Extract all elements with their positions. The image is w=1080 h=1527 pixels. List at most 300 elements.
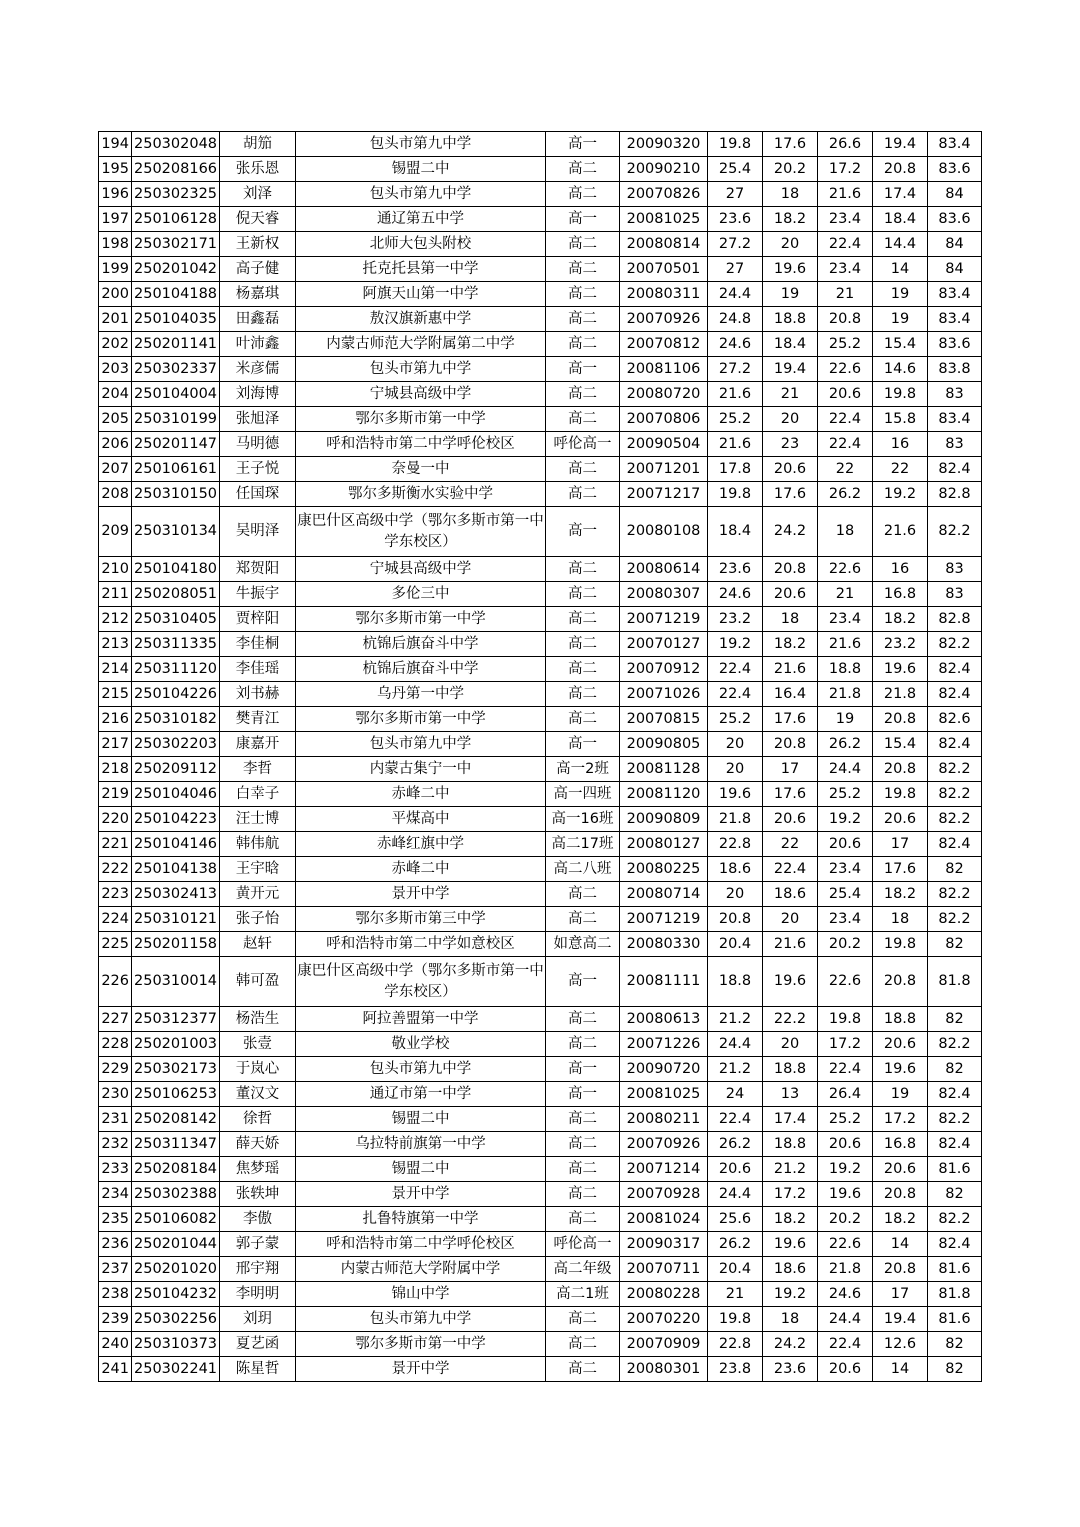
score-1-cell: 25.4 [708,157,763,182]
score-4-cell: 20.8 [873,1257,928,1282]
score-1-cell: 20 [708,882,763,907]
school-name-cell: 阿拉善盟第一中学 [296,1007,546,1032]
row-number-cell: 197 [99,207,132,232]
row-number-cell: 227 [99,1007,132,1032]
total-score-cell: 82.4 [928,457,982,482]
student-name-cell: 王新权 [220,232,296,257]
birth-date-cell: 20080108 [620,507,708,557]
score-4-cell: 18.4 [873,207,928,232]
school-name-cell: 呼和浩特市第二中学呼伦校区 [296,1232,546,1257]
school-name-cell: 包头市第九中学 [296,132,546,157]
total-score-cell: 83.4 [928,307,982,332]
score-4-cell: 15.4 [873,732,928,757]
total-score-cell: 83.8 [928,357,982,382]
score-4-cell: 18.2 [873,607,928,632]
score-3-cell: 18 [818,507,873,557]
exam-number-cell: 250302048 [132,132,220,157]
score-2-cell: 18.2 [763,207,818,232]
school-name-cell: 鄂尔多斯衡水实验中学 [296,482,546,507]
grade-cell: 高二 [546,582,620,607]
grade-cell: 高二 [546,182,620,207]
score-3-cell: 19.2 [818,1157,873,1182]
score-3-cell: 23.4 [818,257,873,282]
exam-number-cell: 250201147 [132,432,220,457]
birth-date-cell: 20081024 [620,1207,708,1232]
exam-number-cell: 250104226 [132,682,220,707]
score-3-cell: 19 [818,707,873,732]
score-1-cell: 21.2 [708,1057,763,1082]
table-row [99,257,982,282]
grade-cell: 高一 [546,1057,620,1082]
score-3-cell: 20.8 [818,307,873,332]
birth-date-cell: 20090805 [620,732,708,757]
school-name-cell: 包头市第九中学 [296,182,546,207]
birth-date-cell: 20070815 [620,707,708,732]
score-1-cell: 21.6 [708,382,763,407]
grade-cell: 高一 [546,1082,620,1107]
student-name-cell: 杨嘉琪 [220,282,296,307]
grade-cell: 高二 [546,1107,620,1132]
row-number-cell: 216 [99,707,132,732]
score-2-cell: 19.6 [763,257,818,282]
birth-date-cell: 20080211 [620,1107,708,1132]
row-number-cell: 215 [99,682,132,707]
school-name-cell: 通辽市第一中学 [296,1082,546,1107]
total-score-cell: 82.4 [928,1082,982,1107]
table-row [99,1032,982,1057]
score-1-cell: 19.8 [708,132,763,157]
school-name-cell: 鄂尔多斯市第一中学 [296,1332,546,1357]
score-3-cell: 18.8 [818,657,873,682]
exam-number-cell: 250302256 [132,1307,220,1332]
birth-date-cell: 20081128 [620,757,708,782]
table-row [99,732,982,757]
score-2-cell: 23.6 [763,1357,818,1382]
score-1-cell: 24.4 [708,1032,763,1057]
score-4-cell: 19.6 [873,657,928,682]
grade-cell: 高二 [546,1032,620,1057]
school-name-cell: 鄂尔多斯市第一中学 [296,707,546,732]
grade-cell: 高二年级 [546,1257,620,1282]
score-4-cell: 20.8 [873,757,928,782]
score-3-cell: 20.6 [818,382,873,407]
table-row [99,282,982,307]
student-name-cell: 王子悦 [220,457,296,482]
school-name-cell: 锦山中学 [296,1282,546,1307]
exam-number-cell: 250201141 [132,332,220,357]
student-name-cell: 樊青江 [220,707,296,732]
score-3-cell: 26.2 [818,482,873,507]
score-2-cell: 20.6 [763,582,818,607]
table-row [99,882,982,907]
student-name-cell: 陈星哲 [220,1357,296,1382]
score-4-cell: 19 [873,307,928,332]
student-name-cell: 高子健 [220,257,296,282]
school-name-cell: 康巴什区高级中学（鄂尔多斯市第一中学东校区） [296,507,546,557]
total-score-cell: 82.2 [928,632,982,657]
grade-cell: 高二 [546,382,620,407]
score-3-cell: 25.4 [818,882,873,907]
birth-date-cell: 20071226 [620,1032,708,1057]
score-1-cell: 20.8 [708,907,763,932]
table-row [99,1332,982,1357]
grade-cell: 高二 [546,882,620,907]
score-3-cell: 22.4 [818,407,873,432]
score-4-cell: 19 [873,282,928,307]
table-row [99,682,982,707]
grade-cell: 呼伦高一 [546,432,620,457]
grade-cell: 高二 [546,907,620,932]
row-number-cell: 220 [99,807,132,832]
row-number-cell: 225 [99,932,132,957]
school-name-cell: 内蒙古师范大学附属第二中学 [296,332,546,357]
grade-cell: 高二 [546,1307,620,1332]
score-4-cell: 17.2 [873,1107,928,1132]
score-3-cell: 24.4 [818,757,873,782]
total-score-cell: 82 [928,857,982,882]
total-score-cell: 82.2 [928,1032,982,1057]
total-score-cell: 82.8 [928,482,982,507]
student-name-cell: 米彦儒 [220,357,296,382]
grade-cell: 高二 [546,1207,620,1232]
table-row [99,332,982,357]
score-1-cell: 20.4 [708,932,763,957]
exam-number-cell: 250104138 [132,857,220,882]
score-2-cell: 21.6 [763,932,818,957]
student-name-cell: 贾梓阳 [220,607,296,632]
row-number-cell: 234 [99,1182,132,1207]
table-row [99,1232,982,1257]
score-1-cell: 20.4 [708,1257,763,1282]
score-2-cell: 22.2 [763,1007,818,1032]
score-4-cell: 12.6 [873,1332,928,1357]
score-2-cell: 16.4 [763,682,818,707]
exam-number-cell: 250106161 [132,457,220,482]
total-score-cell: 83.6 [928,207,982,232]
total-score-cell: 81.8 [928,1282,982,1307]
birth-date-cell: 20070928 [620,1182,708,1207]
score-table [98,131,982,1382]
school-name-cell: 杭锦后旗奋斗中学 [296,632,546,657]
grade-cell: 高二 [546,332,620,357]
birth-date-cell: 20080307 [620,582,708,607]
table-row [99,1082,982,1107]
school-name-cell: 景开中学 [296,1357,546,1382]
student-name-cell: 王宇晗 [220,857,296,882]
total-score-cell: 81.6 [928,1257,982,1282]
table-row [99,1282,982,1307]
table-row [99,1257,982,1282]
exam-number-cell: 250311335 [132,632,220,657]
score-3-cell: 26.6 [818,132,873,157]
table-row [99,1207,982,1232]
school-name-cell: 鄂尔多斯市第一中学 [296,607,546,632]
table-row [99,182,982,207]
table-row [99,482,982,507]
school-name-cell: 赤峰二中 [296,782,546,807]
score-1-cell: 27 [708,182,763,207]
row-number-cell: 214 [99,657,132,682]
student-name-cell: 黄开元 [220,882,296,907]
birth-date-cell: 20080613 [620,1007,708,1032]
grade-cell: 高二 [546,1007,620,1032]
birth-date-cell: 20080127 [620,832,708,857]
student-name-cell: 倪天睿 [220,207,296,232]
score-3-cell: 17.2 [818,1032,873,1057]
total-score-cell: 82.2 [928,757,982,782]
student-name-cell: 李佳瑶 [220,657,296,682]
score-3-cell: 22.6 [818,957,873,1007]
exam-number-cell: 250302388 [132,1182,220,1207]
exam-number-cell: 250106128 [132,207,220,232]
score-4-cell: 19 [873,1082,928,1107]
grade-cell: 高二 [546,557,620,582]
birth-date-cell: 20080714 [620,882,708,907]
score-4-cell: 19.2 [873,482,928,507]
table-row [99,1007,982,1032]
student-name-cell: 刘玥 [220,1307,296,1332]
grade-cell: 高二 [546,157,620,182]
school-name-cell: 包头市第九中学 [296,732,546,757]
table-row [99,407,982,432]
score-1-cell: 26.2 [708,1232,763,1257]
table-row [99,657,982,682]
score-1-cell: 23.8 [708,1357,763,1382]
school-name-cell: 乌丹第一中学 [296,682,546,707]
grade-cell: 高一16班 [546,807,620,832]
exam-number-cell: 250104180 [132,557,220,582]
score-2-cell: 20.6 [763,807,818,832]
score-2-cell: 18.2 [763,632,818,657]
total-score-cell: 82.2 [928,1107,982,1132]
score-4-cell: 20.6 [873,1157,928,1182]
score-2-cell: 18.8 [763,1132,818,1157]
exam-number-cell: 250209112 [132,757,220,782]
score-4-cell: 17 [873,1282,928,1307]
grade-cell: 高二八班 [546,857,620,882]
score-3-cell: 23.4 [818,607,873,632]
score-3-cell: 20.2 [818,1207,873,1232]
row-number-cell: 240 [99,1332,132,1357]
birth-date-cell: 20071219 [620,607,708,632]
total-score-cell: 82.2 [928,782,982,807]
score-1-cell: 18.4 [708,507,763,557]
score-1-cell: 19.2 [708,632,763,657]
school-name-cell: 锡盟二中 [296,1157,546,1182]
table-row [99,807,982,832]
score-2-cell: 18 [763,607,818,632]
table-row [99,557,982,582]
exam-number-cell: 250106082 [132,1207,220,1232]
student-name-cell: 刘海博 [220,382,296,407]
student-name-cell: 吴明泽 [220,507,296,557]
exam-number-cell: 250208051 [132,582,220,607]
score-1-cell: 23.2 [708,607,763,632]
birth-date-cell: 20070812 [620,332,708,357]
birth-date-cell: 20081025 [620,207,708,232]
birth-date-cell: 20080301 [620,1357,708,1382]
birth-date-cell: 20090320 [620,132,708,157]
score-4-cell: 19.8 [873,932,928,957]
school-name-cell: 包头市第九中学 [296,1307,546,1332]
exam-number-cell: 250311347 [132,1132,220,1157]
birth-date-cell: 20081106 [620,357,708,382]
exam-number-cell: 250201044 [132,1232,220,1257]
score-3-cell: 19.8 [818,1007,873,1032]
row-number-cell: 230 [99,1082,132,1107]
score-1-cell: 27 [708,257,763,282]
exam-number-cell: 250104188 [132,282,220,307]
score-2-cell: 22.4 [763,857,818,882]
table-row [99,782,982,807]
school-name-cell: 多伦三中 [296,582,546,607]
row-number-cell: 207 [99,457,132,482]
score-4-cell: 16.8 [873,582,928,607]
school-name-cell: 敬业学校 [296,1032,546,1057]
score-3-cell: 20.6 [818,832,873,857]
birth-date-cell: 20071201 [620,457,708,482]
score-3-cell: 23.4 [818,907,873,932]
birth-date-cell: 20070926 [620,307,708,332]
score-2-cell: 19.4 [763,357,818,382]
score-4-cell: 19.4 [873,1307,928,1332]
row-number-cell: 194 [99,132,132,157]
score-3-cell: 22 [818,457,873,482]
grade-cell: 高二1班 [546,1282,620,1307]
score-2-cell: 20.8 [763,732,818,757]
score-1-cell: 23.6 [708,207,763,232]
score-3-cell: 22.4 [818,232,873,257]
row-number-cell: 203 [99,357,132,382]
table-row [99,757,982,782]
school-name-cell: 奈曼一中 [296,457,546,482]
exam-number-cell: 250310199 [132,407,220,432]
student-name-cell: 于岚心 [220,1057,296,1082]
score-4-cell: 14 [873,1357,928,1382]
exam-number-cell: 250302203 [132,732,220,757]
student-name-cell: 徐哲 [220,1107,296,1132]
student-name-cell: 杨浩生 [220,1007,296,1032]
exam-number-cell: 250106253 [132,1082,220,1107]
student-name-cell: 李明明 [220,1282,296,1307]
total-score-cell: 82 [928,932,982,957]
score-3-cell: 23.4 [818,207,873,232]
birth-date-cell: 20070912 [620,657,708,682]
table-row [99,932,982,957]
school-name-cell: 呼和浩特市第二中学如意校区 [296,932,546,957]
birth-date-cell: 20090317 [620,1232,708,1257]
grade-cell: 高二 [546,607,620,632]
school-name-cell: 内蒙古师范大学附属中学 [296,1257,546,1282]
score-3-cell: 22.6 [818,557,873,582]
score-2-cell: 24.2 [763,507,818,557]
score-1-cell: 20.6 [708,1157,763,1182]
score-3-cell: 25.2 [818,332,873,357]
row-number-cell: 200 [99,282,132,307]
student-name-cell: 郭子蒙 [220,1232,296,1257]
score-1-cell: 24 [708,1082,763,1107]
school-name-cell: 宁城县高级中学 [296,557,546,582]
score-4-cell: 16 [873,432,928,457]
student-name-cell: 赵轩 [220,932,296,957]
table-row [99,1307,982,1332]
total-score-cell: 82 [928,1182,982,1207]
score-2-cell: 18 [763,1307,818,1332]
score-2-cell: 20 [763,407,818,432]
score-2-cell: 18 [763,182,818,207]
row-number-cell: 208 [99,482,132,507]
row-number-cell: 238 [99,1282,132,1307]
birth-date-cell: 20070926 [620,1132,708,1157]
row-number-cell: 213 [99,632,132,657]
score-1-cell: 21.2 [708,1007,763,1032]
row-number-cell: 223 [99,882,132,907]
exam-number-cell: 250302413 [132,882,220,907]
score-1-cell: 20 [708,732,763,757]
row-number-cell: 211 [99,582,132,607]
score-1-cell: 22.4 [708,682,763,707]
birth-date-cell: 20070220 [620,1307,708,1332]
score-2-cell: 20.6 [763,457,818,482]
row-number-cell: 239 [99,1307,132,1332]
score-4-cell: 22 [873,457,928,482]
score-1-cell: 19.6 [708,782,763,807]
score-2-cell: 17 [763,757,818,782]
table-row [99,1132,982,1157]
exam-number-cell: 250104232 [132,1282,220,1307]
row-number-cell: 233 [99,1157,132,1182]
exam-number-cell: 250302173 [132,1057,220,1082]
score-2-cell: 20.8 [763,557,818,582]
birth-date-cell: 20090210 [620,157,708,182]
score-1-cell: 22.4 [708,657,763,682]
score-2-cell: 18.6 [763,882,818,907]
score-2-cell: 20 [763,232,818,257]
score-2-cell: 19 [763,282,818,307]
total-score-cell: 82.4 [928,832,982,857]
score-2-cell: 20.2 [763,157,818,182]
score-1-cell: 21 [708,1282,763,1307]
score-3-cell: 19.6 [818,1182,873,1207]
school-name-cell: 托克托县第一中学 [296,257,546,282]
score-4-cell: 20.8 [873,1182,928,1207]
row-number-cell: 198 [99,232,132,257]
score-2-cell: 21 [763,382,818,407]
total-score-cell: 82 [928,1332,982,1357]
exam-number-cell: 250208184 [132,1157,220,1182]
school-name-cell: 扎鲁特旗第一中学 [296,1207,546,1232]
table-row [99,382,982,407]
school-name-cell: 锡盟二中 [296,1107,546,1132]
table-row [99,957,982,1007]
row-number-cell: 201 [99,307,132,332]
total-score-cell: 82.8 [928,607,982,632]
grade-cell: 呼伦高一 [546,1232,620,1257]
table-row [99,157,982,182]
score-3-cell: 22.4 [818,1332,873,1357]
total-score-cell: 83.4 [928,282,982,307]
total-score-cell: 81.6 [928,1157,982,1182]
grade-cell: 高二 [546,482,620,507]
score-3-cell: 22.4 [818,1057,873,1082]
score-2-cell: 13 [763,1082,818,1107]
row-number-cell: 226 [99,957,132,1007]
student-name-cell: 李傲 [220,1207,296,1232]
score-2-cell: 19.6 [763,957,818,1007]
total-score-cell: 83 [928,432,982,457]
grade-cell: 高二 [546,682,620,707]
exam-number-cell: 250302171 [132,232,220,257]
